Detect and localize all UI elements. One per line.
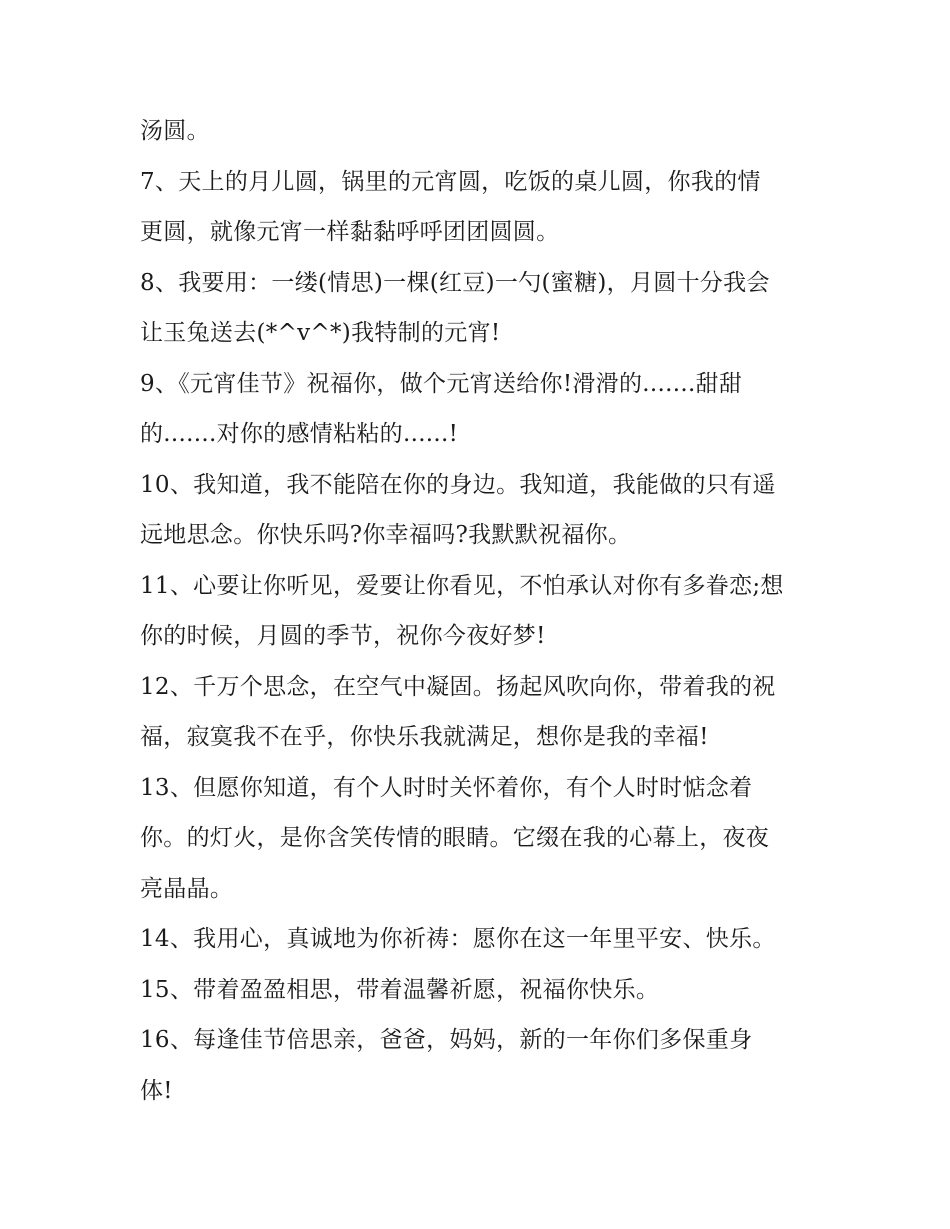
text-line: 13、但愿你知道，有个人时时关怀着你，有个人时时惦念着 [140, 774, 753, 801]
text-line: 亮晶晶。 [140, 875, 234, 902]
text-line: 福，寂寞我不在乎，你快乐我就满足，想你是我的幸福! [140, 724, 709, 750]
document-body [140, 106, 820, 1116]
text-line: 12、千万个思念，在空气中凝固。扬起风吹向你，带着我的祝 [140, 673, 776, 700]
text-line: 远地思念。你快乐吗?你幸福吗?我默默祝福你。 [140, 522, 632, 548]
text-line: 让玉兔送去(*^v^*)我特制的元宵! [140, 320, 501, 346]
text-line: 更圆，就像元宵一样黏黏呼呼团团圆圆。 [140, 219, 560, 245]
text-line: 体! [140, 1077, 173, 1104]
text-line: 你。的灯火，是你含笑传情的眼睛。它缀在我的心幕上，夜夜 [140, 825, 770, 851]
text-line: 16、每逢佳节倍思亲，爸爸，妈妈，新的一年你们多保重身 [140, 1027, 753, 1053]
text-line: 的.......对你的感情粘粘的......! [140, 421, 459, 447]
text-line: 汤圆。 [140, 118, 210, 144]
text-line: 9、《元宵佳节》祝福你，做个元宵送给你!滑滑的.......甜甜 [140, 370, 743, 397]
text-line: 15、带着盈盈相思，带着温馨祈愿，祝福你快乐。 [140, 976, 660, 1003]
text-line: 7、天上的月儿圆，锅里的元宵圆，吃饭的桌儿圆，你我的情 [140, 168, 761, 195]
text-line: 你的时候，月圆的季节，祝你今夜好梦! [140, 623, 546, 649]
text-line: 14、我用心，真诚地为你祈祷：愿你在这一年里平安、快乐。 [140, 926, 776, 952]
text-line: 8、我要用：一缕(情思)一棵(红豆)一勺(蜜糖)，月圆十分我会 [140, 269, 770, 296]
text-line: 11、心要让你听见，爱要让你看见，不怕承认对你有多眷恋;想 [140, 572, 784, 599]
text-line: 10、我知道，我不能陪在你的身边。我知道，我能做的只有遥 [140, 471, 776, 498]
